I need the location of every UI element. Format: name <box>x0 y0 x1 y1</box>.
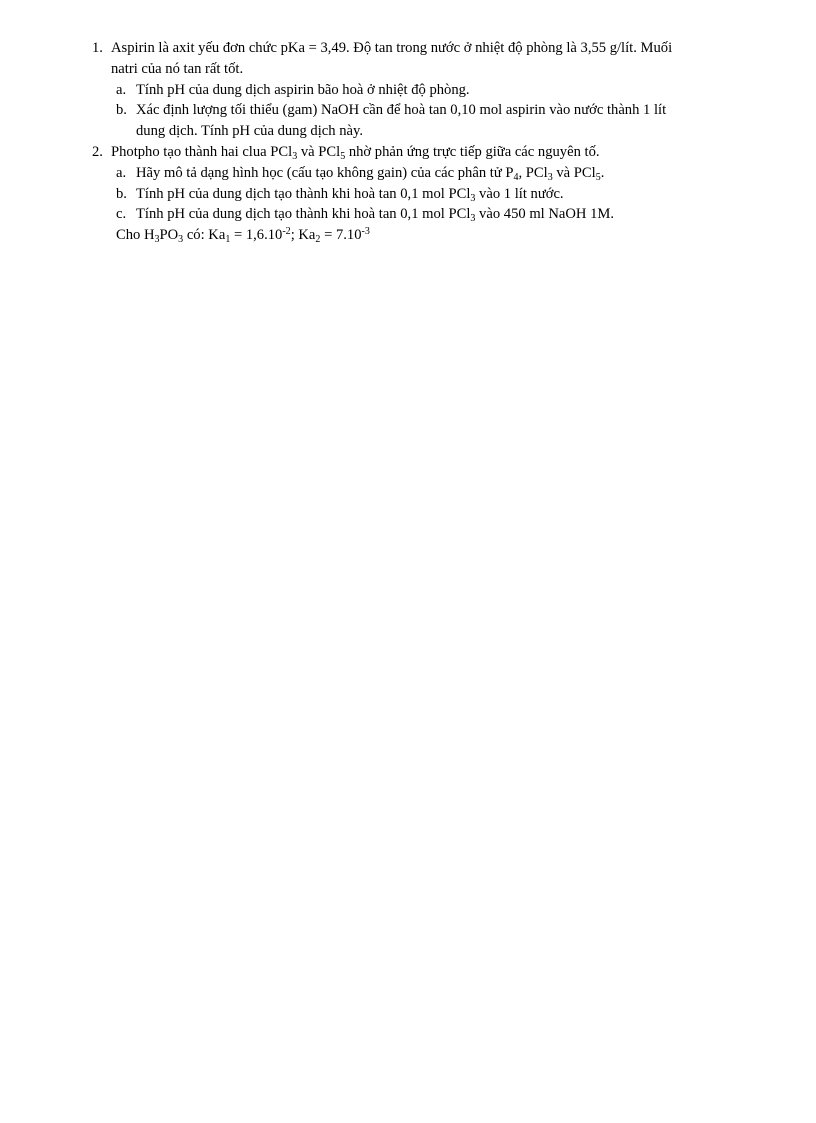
part-text: dung dịch. Tính pH của dung dịch này. <box>136 123 363 140</box>
part-text: Tính pH của dung dịch aspirin bão hoà ở nhiệt độ phòng. <box>136 81 470 98</box>
problem-text: Photpho tạo thành hai clua PCl$_3$ và PCl$_5$ nhờ phản ứng trực tiếp giữa các nguyên tố. <box>111 143 600 162</box>
part-label: a. <box>116 81 127 98</box>
part-label: a. <box>116 164 127 181</box>
given-text: Cho $H_3PO_3$ có: $Ka_1 = 1,6.10^{-2}$; $Ka_2 = 7.10^{-3}$ <box>116 226 370 246</box>
part-label: c. <box>116 206 127 223</box>
part-text: Tính pH của dung dịch tạo thành khi hoà tan 0,1 mol PCl$_3$ vào 1 lít nước. <box>136 185 564 204</box>
part-text: Hãy mô tả dạng hình học (cấu tạo không gain) của các phân tử $P_4$, PCl$_3$ và PCl$_5$. <box>136 164 605 183</box>
problem-2-part-b <box>0 184 816 205</box>
part-text: Xác định lượng tối thiểu (gam) NaOH cần để hoà tan 0,10 mol aspirin vào nước thành 1 lít <box>136 102 667 119</box>
problem-text: Aspirin là axit yếu đơn chức pKa = 3,49. Độ tan trong nước ở nhiệt độ phòng là 3,55 g/lít. Muối <box>111 40 673 56</box>
problem-1-part-b-line-1 <box>0 100 816 121</box>
part-label: b. <box>116 102 127 119</box>
problem-text: natri của nó tan rất tốt. <box>111 60 244 77</box>
problem-2-intro <box>0 142 816 163</box>
problem-2-part-a <box>0 163 816 184</box>
part-label: b. <box>116 185 127 202</box>
problem-2-part-c <box>0 204 816 225</box>
problem-number: 2. <box>92 143 103 160</box>
part-text: Tính pH của dung dịch tạo thành khi hoà tan 0,1 mol PCl$_3$ vào 450 ml NaOH 1M. <box>136 206 615 225</box>
problem-list <box>0 38 816 246</box>
problem-1-part-b-line-2 <box>0 121 816 142</box>
problem-number: 1. <box>92 40 103 56</box>
problem-1-part-a <box>0 80 816 101</box>
problem-2-given-constants <box>0 225 816 246</box>
problem-1-line-2 <box>0 59 816 80</box>
problem-1-line-1 <box>0 38 816 59</box>
